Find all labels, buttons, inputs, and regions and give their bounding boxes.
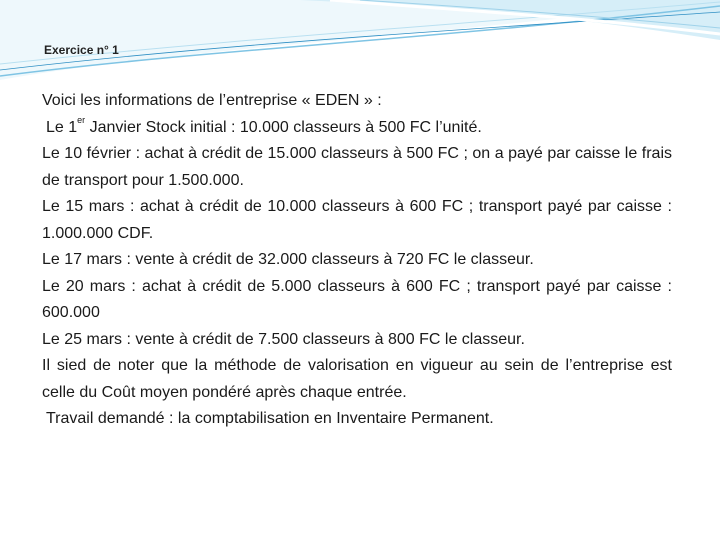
- paragraph-february-10: Le 10 février : achat à crédit de 15.000 classeurs à 500 FC ; on a payé par caisse le frais de transport pour 1.500.000.: [42, 145, 672, 189]
- paragraph-march-15: Le 15 mars : achat à crédit de 10.000 classeurs à 600 FC ; transport payé par caisse : 1.000.000 CDF.: [42, 198, 672, 242]
- paragraph-march-17: Le 17 mars : vente à crédit de 32.000 classeurs à 720 FC le classeur.: [42, 251, 534, 268]
- intro-paragraph: Voici les informations de l’entreprise « EDEN » :: [42, 92, 382, 109]
- exercise-title: Exercice n° 1: [44, 43, 119, 57]
- paragraph-valuation-method: Il sied de noter que la méthode de valorisation en vigueur au sein de l’entreprise est celle du Coût moyen pondéré après chaque entrée.: [42, 357, 672, 401]
- exercise-body: [42, 88, 672, 433]
- paragraph-task: Travail demandé : la comptabilisation en Inventaire Permanent.: [46, 410, 494, 427]
- paragraph-march-20: Le 20 mars : achat à crédit de 5.000 classeurs à 600 FC ; transport payé par caisse : 600.000: [42, 277, 672, 321]
- ordinal-superscript: er: [77, 115, 86, 126]
- paragraph-january: [42, 115, 672, 142]
- january-prefix: Le 1: [46, 118, 78, 136]
- paragraph-march-25: Le 25 mars : vente à crédit de 7.500 classeurs à 800 FC le classeur.: [42, 330, 525, 348]
- january-rest: Janvier Stock initial : 10.000 classeurs à 500 FC l’unité.: [85, 118, 482, 136]
